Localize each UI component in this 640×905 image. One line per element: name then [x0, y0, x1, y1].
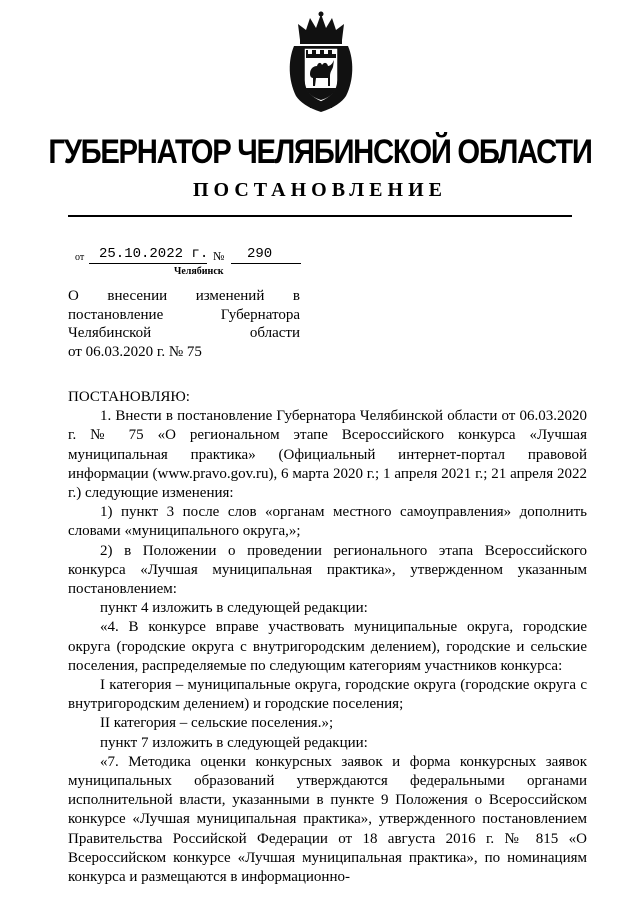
body-paragraph: пункт 7 изложить в следующей редакции: — [100, 734, 368, 751]
body-paragraph: «7. Методика оценки конкурсных заявок и форма конкурсных заявок муниципальных образований утверждаются федеральными органами исполнительной власти, указанными в пункте 9 Положения о Всероссийском конкурсе «Лучшая муниципальная практика», утвержденного постановлением Правительства Российской Федерации от 18 августа 2016 г. № 815 «О Всероссийском конкурсе «Лучшая муниципальная практика», по номинациям конкурса и размещаются в информационно- — [68, 753, 587, 886]
number-underline — [231, 263, 301, 264]
document-date: 25.10.2022 г. — [99, 246, 209, 262]
document-body — [68, 388, 587, 887]
number-prefix: № — [213, 249, 225, 263]
document-type-heading: ПОСТАНОВЛЕНИЕ — [193, 179, 447, 201]
body-paragraph: пункт 4 изложить в следующей редакции: — [100, 600, 368, 617]
date-number-line — [75, 246, 325, 266]
body-paragraph: II категория – сельские поселения.»; — [100, 715, 334, 732]
body-paragraph: «4. В конкурсе вправе участвовать муниципальные округа, городские округа (городские округа с внутригородским делением), городские и сельские поселения, распределяемые по следующим категориям участников конкурса: — [68, 619, 587, 674]
subject-line: О внесении изменений в — [68, 288, 300, 304]
subject-line: постановление Губернатора — [68, 306, 300, 323]
body-paragraph: 1. Внести в постановление Губернатора Челябинской области от 06.03.2020 г. № 75 «О региональном этапе Всероссийского конкурса «Лучшая муниципальная практика» (Официальный интернет-портал правовой информации (www.pravo.gov.ru), 6 марта 2020 г.; 1 апреля 2021 г.; 21 апреля 2022 г.) следующие изменения: — [68, 408, 587, 502]
body-paragraph: I категория – муниципальные округа, городские округа (городские округа с внутригородским делением) и городские поселения; — [68, 677, 587, 713]
date-underline — [89, 263, 207, 264]
resolve-heading: ПОСТАНОВЛЯЮ: — [68, 389, 190, 405]
document-subject — [68, 287, 300, 361]
chelyabinsk-coat-of-arms-emblem — [286, 10, 356, 114]
city-label: Челябинск — [174, 266, 224, 277]
body-paragraph: 2) в Положении о проведении регионального этапа Всероссийского конкурса «Лучшая муниципальная практика», утвержденном указанным постановлением: — [68, 542, 587, 598]
subject-line: от 06.03.2020 г. № 75 — [68, 343, 202, 360]
authority-title: ГУБЕРНАТОР ЧЕЛЯБИНСКОЙ ОБЛАСТИ — [48, 133, 592, 171]
date-prefix: от — [75, 252, 85, 263]
body-paragraph: 1) пункт 3 после слов «органам местного самоуправления» дополнить словами «муниципального округа,»; — [68, 504, 587, 540]
header-divider — [68, 215, 572, 217]
subject-line: Челябинской области — [68, 325, 300, 341]
document-number: 290 — [247, 246, 273, 262]
